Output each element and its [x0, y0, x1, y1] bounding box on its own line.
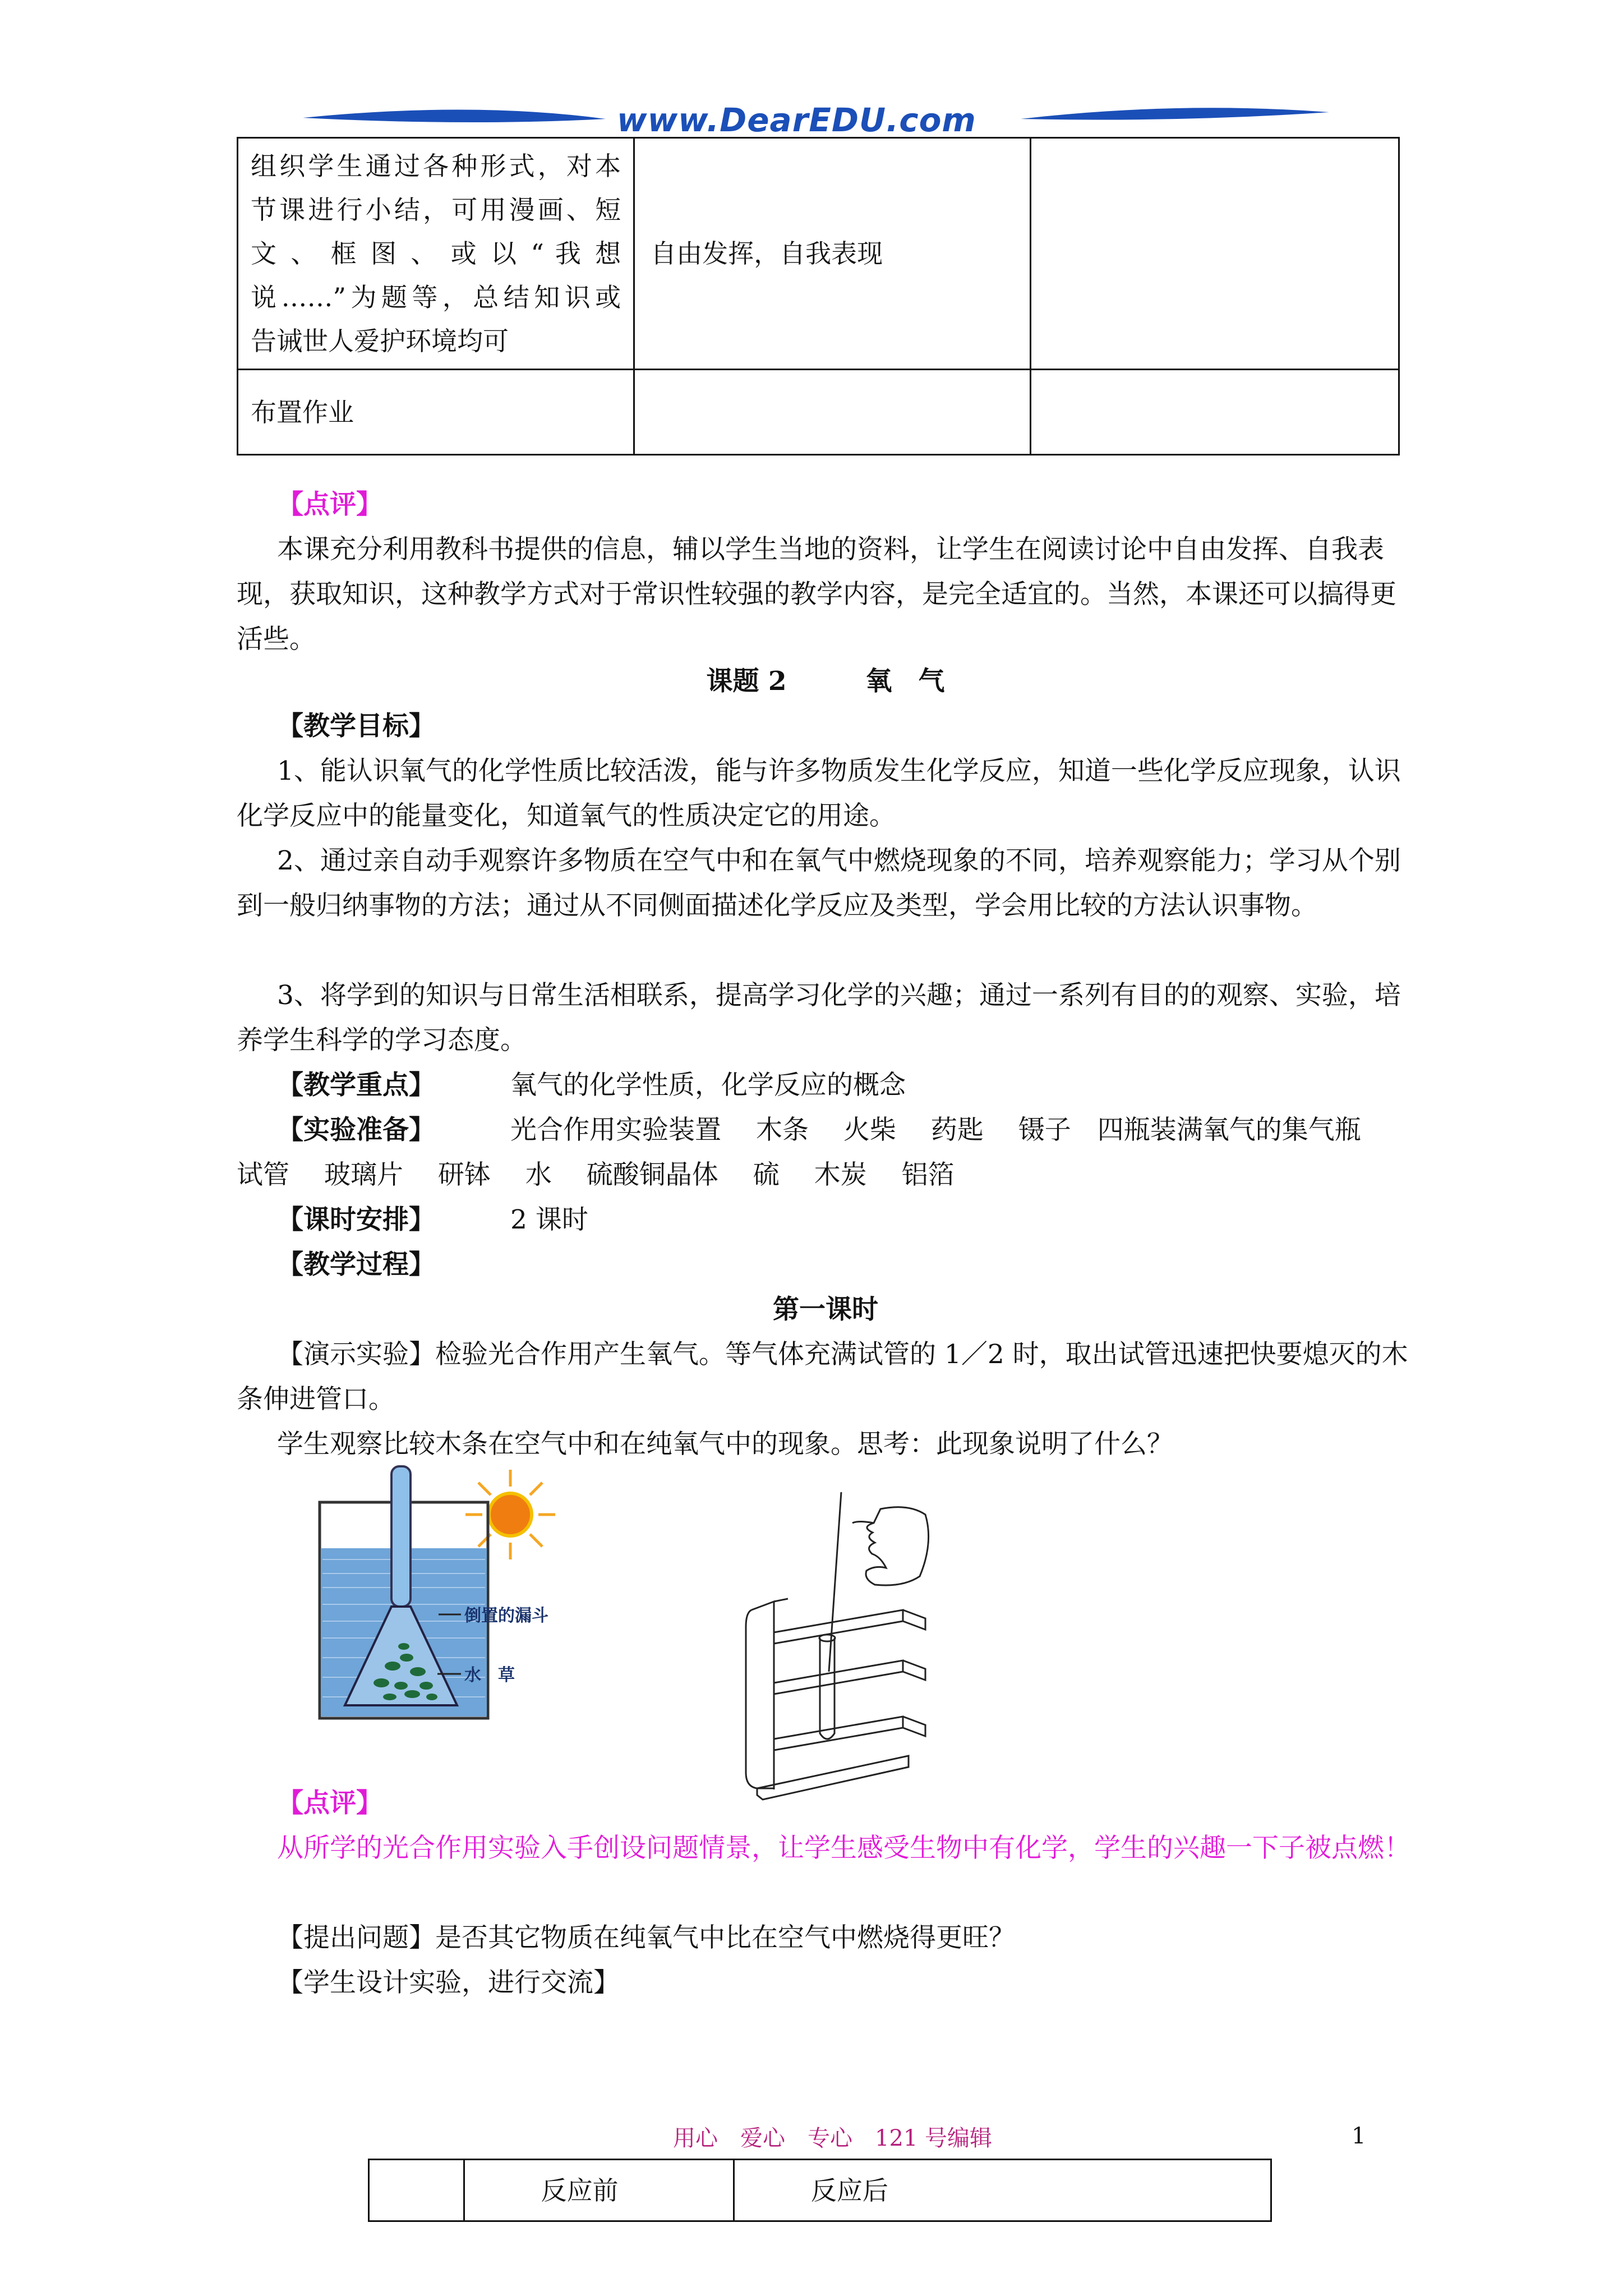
schedule-label: 【课时安排】 — [277, 1204, 435, 1235]
lesson-title: 课题 2 氧 气 — [706, 666, 945, 697]
materials-line1: 光合作用实验装置 木条 火柴 药匙 镊子 四瓶装满氧气的集气瓶 — [510, 1115, 1361, 1145]
review-text: 本课充分利用教科书提供的信息，辅以学生当地的资料，让学生在阅读讨论中自由发挥、自我表现，获取知识，这种教学方式对于常识性较强的教学内容，是完全适宜的。当然，本课还可以搞得更活些。 — [237, 534, 1396, 655]
schedule-value: 2 课时 — [510, 1204, 588, 1235]
design-text: 【学生设计实验，进行交流】 — [277, 1967, 620, 1998]
table-row — [238, 138, 1399, 370]
reaction-table — [368, 2159, 1272, 2222]
objective-item: 1、能认识氧气的化学性质比较活泼，能与许多物质发生化学反应，知道一些化学反应现象，认识化学反应中的能量变化，知道氧气的性质决定它的用途。 — [237, 756, 1401, 831]
table-row — [369, 2160, 1271, 2221]
table-cell: 布置作业 — [238, 370, 634, 455]
period-title: 第一课时 — [773, 1294, 878, 1325]
review-heading: 【点评】 — [277, 489, 382, 520]
weed-label: 水 草 — [464, 1665, 515, 1685]
observe-text: 学生观察比较木条在空气中和在纯氧气中的现象。思考：此现象说明了什么？ — [277, 1429, 1173, 1460]
funnel-label: 倒置的漏斗 — [464, 1606, 548, 1626]
cell-line: 文 、 框 图 、 或 以 “ 我 想 — [251, 238, 621, 269]
table-cell — [1031, 370, 1399, 455]
demo-text: 【演示实验】检验光合作用产生氧气。等气体充满试管的 1／2 时，取出试管迅速把快要熄灭的木条伸进管口。 — [237, 1339, 1408, 1415]
cell-line: 告诫世人爱护环境均可 — [251, 326, 509, 356]
table-cell — [634, 370, 1031, 455]
page-number: 1 — [1352, 2123, 1366, 2149]
cell-line: 说……”为题等，总结知识或 — [251, 282, 621, 312]
objectives-heading: 【教学目标】 — [277, 711, 435, 742]
table-cell — [1031, 138, 1399, 370]
key-points-value: 氧气的化学性质，化学反应的概念 — [510, 1070, 906, 1101]
process-label: 【教学过程】 — [277, 1249, 435, 1280]
question-text: 【提出问题】是否其它物质在纯氧气中比在空气中燃烧得更旺？ — [277, 1922, 1015, 1953]
table-header-after: 反应后 — [734, 2160, 1271, 2221]
cell-line: 节课进行小结，可用漫画、短 — [251, 195, 621, 225]
photosynthesis-apparatus-figure — [308, 1464, 600, 1722]
sun-icon — [465, 1470, 555, 1559]
summary-table — [237, 137, 1400, 455]
table-header-before: 反应前 — [464, 2160, 734, 2221]
objective-item: 2、通过亲自动手观察许多物质在空气中和在氧气中燃烧现象的不同，培养观察能力；学习从个别到一般归纳事物的方法；通过从不同侧面描述化学反应及类型，学会用比较的方法认识事物。 — [237, 845, 1401, 921]
review2-heading: 【点评】 — [277, 1788, 382, 1819]
review2-text: 从所学的光合作用实验入手创设问题情景，让学生感受生物中有化学，学生的兴趣一下子被点燃！ — [277, 1833, 1410, 1864]
page-footer: 用心 爱心 专心 121 号编辑 — [673, 2125, 993, 2151]
test-tube-rack-figure — [740, 1492, 953, 1806]
table-cell — [369, 2160, 464, 2221]
cell-line: 组织学生通过各种形式，对本 — [251, 151, 621, 181]
key-points-label: 【教学重点】 — [277, 1070, 435, 1101]
objective-item: 3、将学到的知识与日常生活相联系，提高学习化学的兴趣；通过一系列有目的的观察、实验，培养学生科学的学习态度。 — [237, 980, 1401, 1056]
table-cell — [238, 138, 634, 370]
table-row — [238, 370, 1399, 455]
table-cell: 自由发挥，自我表现 — [634, 138, 1031, 370]
materials-line2: 试管 玻璃片 研钵 水 硫酸铜晶体 硫 木炭 铝箔 — [237, 1159, 955, 1190]
materials-label: 【实验准备】 — [277, 1115, 435, 1145]
header-site-url[interactable]: www.DearEDU.com — [617, 101, 976, 139]
